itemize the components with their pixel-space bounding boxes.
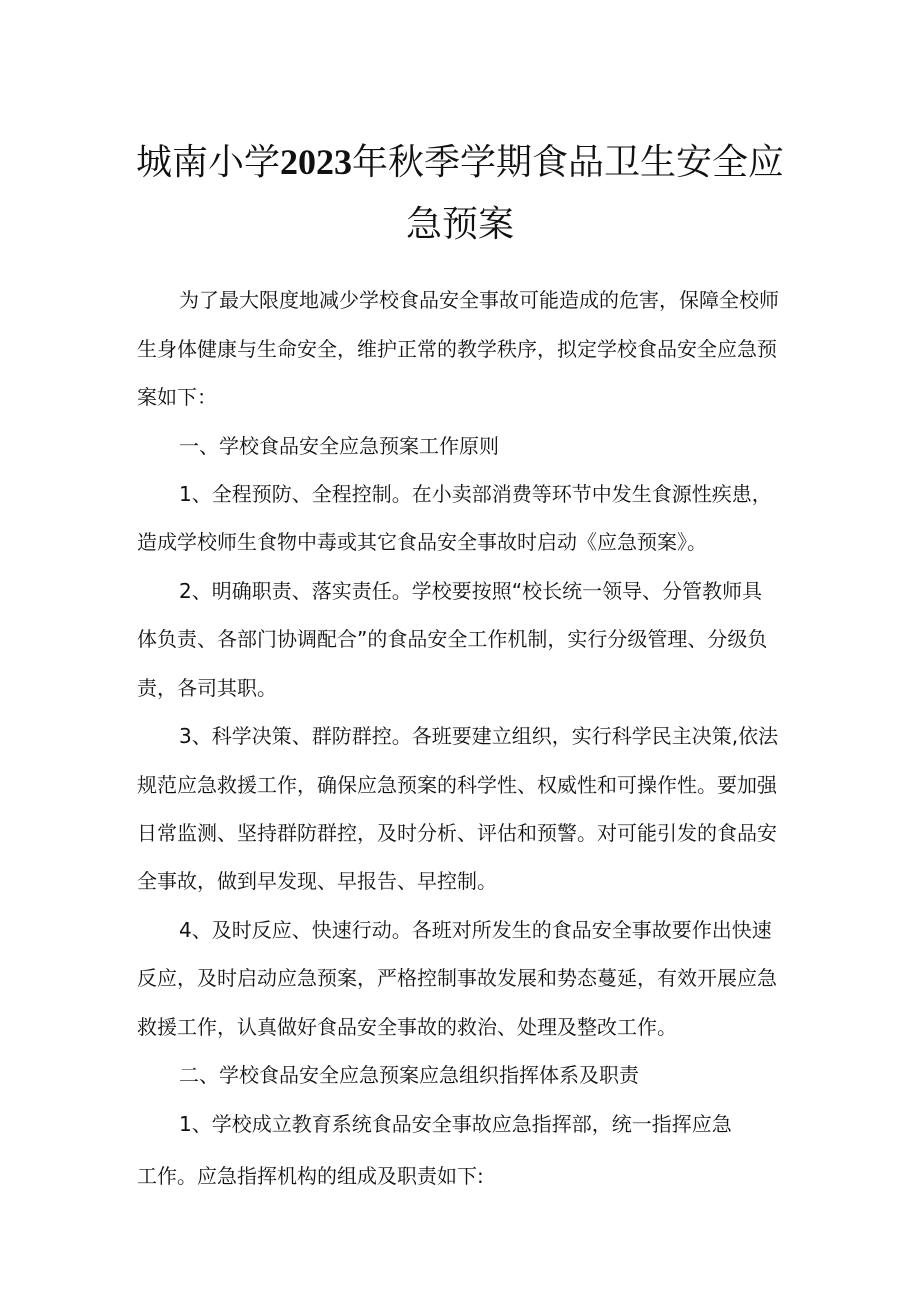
body-line: 体负责、各部门协调配合”的食品安全工作机制，实行分级管理、分级负 xyxy=(137,627,768,651)
body-line: 1、学校成立教育系统食品安全事故应急指挥部，统一指挥应急 xyxy=(179,1112,732,1136)
body-line: 全事故，做到早发现、早报告、早控制。 xyxy=(137,869,497,893)
body-line: 日常监测、坚持群防群控，及时分析、评估和预警。对可能引发的食品安 xyxy=(137,821,777,845)
title-school-name: 城南小学 xyxy=(135,142,280,183)
body-line: 工作。应急指挥机构的组成及职责如下: xyxy=(137,1164,484,1188)
body-line: 4、及时反应、快速行动。各班对所发生的食品安全事故要作出快速 xyxy=(179,918,772,942)
body-line: 规范应急救援工作，确保应急预案的科学性、权威性和可操作性。要加强 xyxy=(137,773,777,797)
section-heading: 二、学校食品安全应急预案应急组织指挥体系及职责 xyxy=(179,1063,639,1087)
title-year: 2023 xyxy=(280,142,352,182)
body-line: 救援工作，认真做好食品安全事故的救治、处理及整改工作。 xyxy=(137,1015,677,1039)
body-line: 1、全程预防、全程控制。在小卖部消费等环节中发生食源性疾患， xyxy=(179,482,772,506)
body-line: 案如下： xyxy=(137,385,217,409)
document-title-line-1 xyxy=(120,128,800,197)
body-line: 反应，及时启动应急预案，严格控制事故发展和势态蔓延，有效开展应急 xyxy=(137,966,777,990)
body-line: 生身体健康与生命安全，维护正常的教学秩序，拟定学校食品安全应急预 xyxy=(137,337,777,361)
body-line: 3、科学决策、群防群控。各班要建立组织，实行科学民主决策,依法 xyxy=(179,724,779,748)
section-heading: 一、学校食品安全应急预案工作原则 xyxy=(179,434,499,458)
body-line: 2、明确职责、落实责任。学校要按照“校长统一领导、分管教师具 xyxy=(179,579,763,603)
document-title-line-2: 急预案 xyxy=(405,204,514,245)
body-line: 造成学校师生食物中毒或其它食品安全事故时启动《应急预案》。 xyxy=(137,530,707,554)
title-line1-suffix: 年秋季学期食品卫生安全应 xyxy=(352,142,785,183)
body-line: 为了最大限度地减少学校食品安全事故可能造成的危害，保障全校师 xyxy=(179,288,779,312)
body-line: 责，各司其职。 xyxy=(137,676,277,700)
